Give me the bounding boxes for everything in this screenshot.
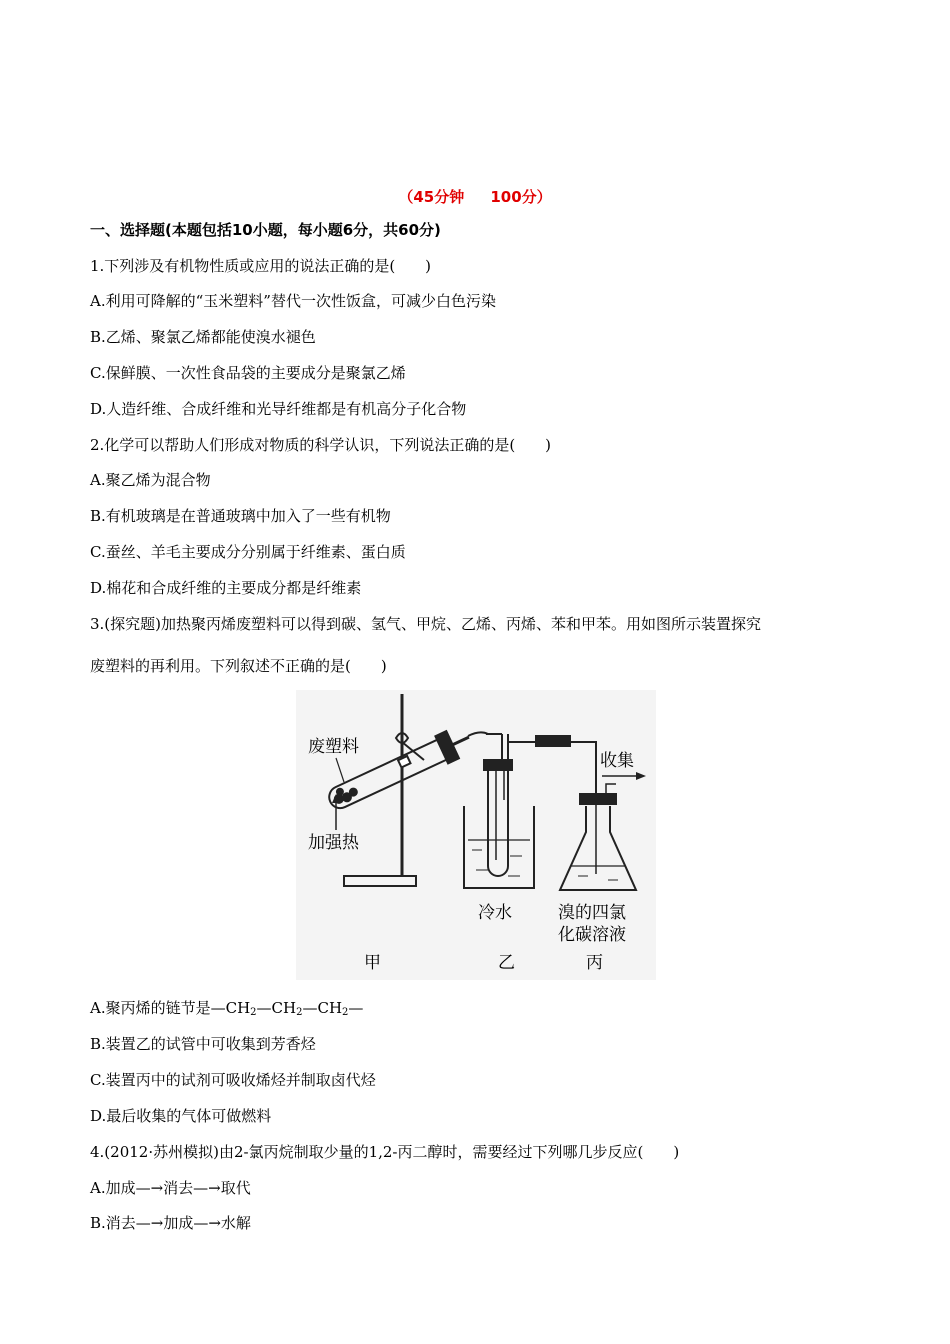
- question-2-option-b: B.有机玻璃是在普通玻璃中加入了一些有机物: [90, 507, 391, 525]
- question-3-option-a: A.聚丙烯的链节是$—CH_2—CH_2—CH_2—$: [90, 999, 364, 1018]
- question-3-stem-line2: 废塑料的再利用。下列叙述不正确的是( ): [90, 657, 387, 675]
- label-apparatus-jia: 甲: [364, 953, 381, 973]
- section-title: 一、选择题(本题包括10小题，每小题6分，共60分): [90, 221, 441, 239]
- question-4-option-b: B.消去—→加成—→水解: [90, 1214, 251, 1232]
- label-bromine-line1: 溴的四氯: [558, 903, 626, 923]
- label-waste-plastic: 废塑料: [308, 737, 359, 757]
- apparatus-diagram: [296, 690, 656, 980]
- question-2-option-c: C.蚕丝、羊毛主要成分分别属于纤维素、蛋白质: [90, 543, 406, 561]
- question-1-stem: 1.下列涉及有机物性质或应用的说法正确的是( ): [90, 257, 432, 275]
- question-2-option-d: D.棉花和合成纤维的主要成分都是纤维素: [90, 579, 362, 597]
- label-apparatus-bing: 丙: [586, 953, 603, 973]
- flask-stopper: [580, 794, 616, 804]
- question-3-option-d: D.最后收集的气体可做燃料: [90, 1107, 272, 1125]
- question-2-option-a: A.聚乙烯为混合物: [90, 471, 211, 489]
- question-1-option-b: B.乙烯、聚氯乙烯都能使溴水褪色: [90, 328, 316, 346]
- exam-subtitle: （45分钟 100分）: [398, 188, 552, 206]
- plastic-piece: [336, 788, 344, 796]
- question-1-option-c: C.保鲜膜、一次性食品袋的主要成分是聚氯乙烯: [90, 364, 406, 382]
- question-4-option-a: A.加成—→消去—→取代: [90, 1179, 251, 1197]
- question-3-option-b: B.装置乙的试管中可收集到芳香烃: [90, 1035, 316, 1053]
- label-cold-water: 冷水: [478, 903, 512, 923]
- question-1-option-a: A.利用可降解的“玉米塑料”替代一次性饭盒，可减少白色污染: [90, 292, 496, 310]
- rubber-joint: [536, 736, 570, 746]
- question-3-option-c: C.装置丙中的试剂可吸收烯烃并制取卤代烃: [90, 1071, 376, 1089]
- label-bromine-line2: 化碳溶液: [558, 925, 626, 945]
- question-2-stem: 2.化学可以帮助人们形成对物质的科学认识，下列说法正确的是( ): [90, 436, 552, 454]
- question-1-option-d: D.人造纤维、合成纤维和光导纤维都是有机高分子化合物: [90, 400, 467, 418]
- label-apparatus-yi: 乙: [498, 953, 515, 973]
- apparatus-figure: [296, 690, 656, 980]
- label-strong-heat: 加强热: [308, 833, 359, 853]
- inner-stopper: [484, 760, 512, 770]
- question-4-stem: 4.(2012·苏州模拟)由2-氯丙烷制取少量的1,2-丙二醇时，需要经过下列哪几步反应( ): [90, 1143, 680, 1161]
- label-collect: 收集: [600, 751, 634, 771]
- question-3-stem-line1: 3.(探究题)加热聚丙烯废塑料可以得到碳、氢气、甲烷、乙烯、丙烯、苯和甲苯。用如图所示装置探究: [90, 615, 762, 633]
